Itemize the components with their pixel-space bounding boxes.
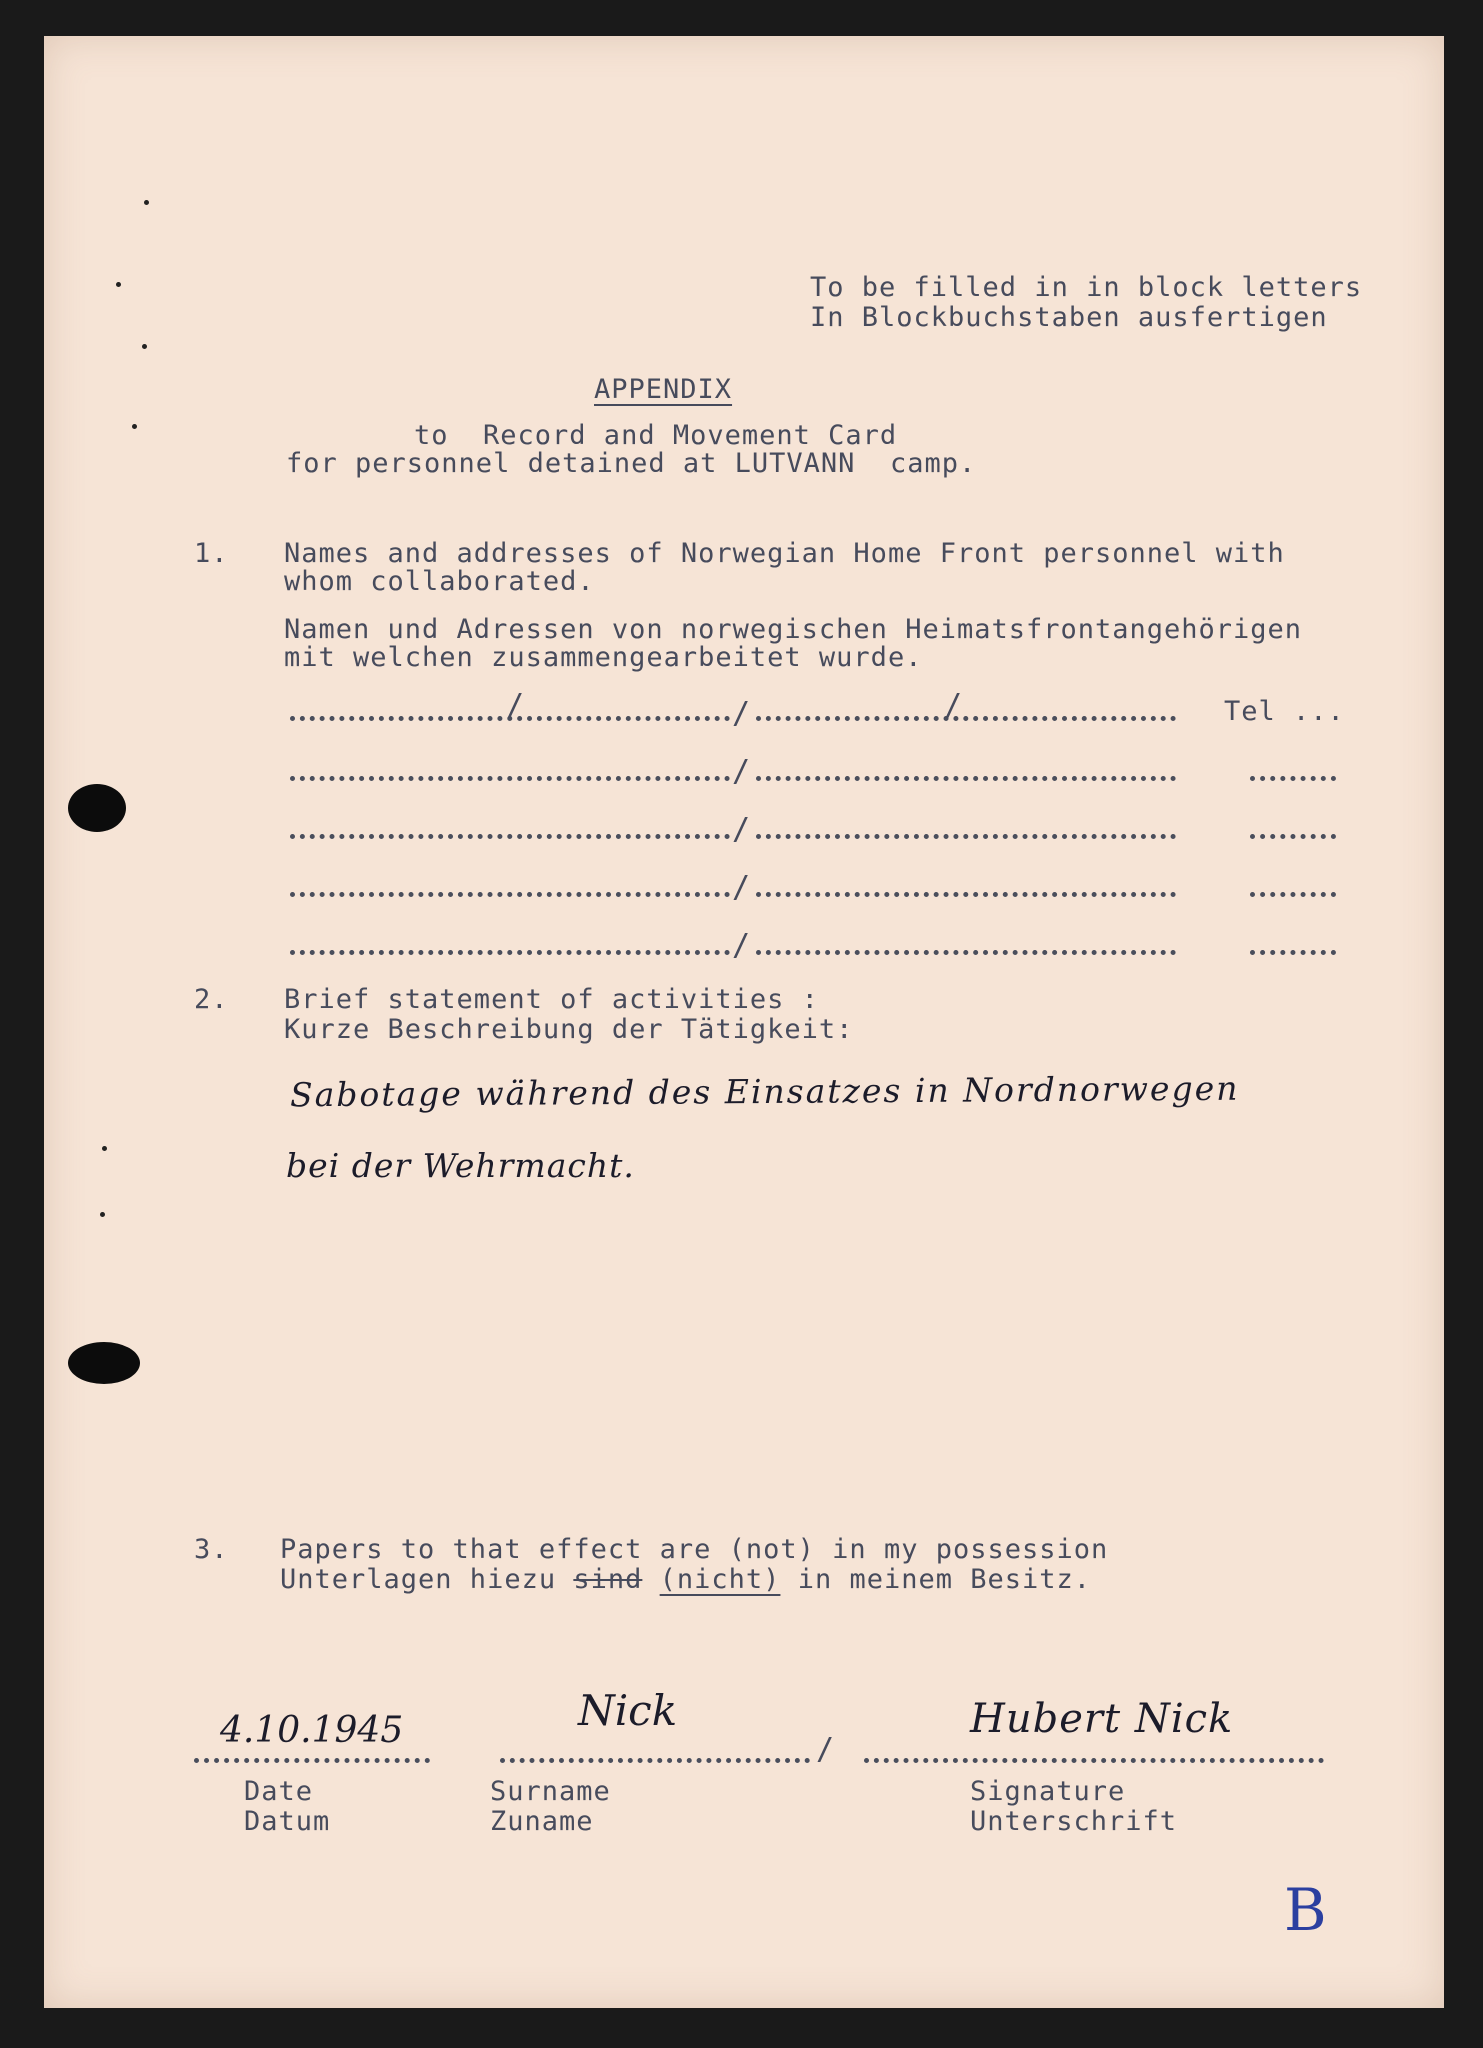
possession-de-prefix: Unterlagen hiezu: [280, 1564, 574, 1595]
address-row-5-name-field: [290, 950, 730, 955]
signature-field: [864, 1758, 1324, 1763]
possession-de-nicht: (nicht): [659, 1564, 781, 1595]
date-field: [194, 1758, 430, 1763]
margin-speck: [142, 344, 147, 349]
possession-de-struck-word: sind: [573, 1564, 643, 1595]
section-1-english-line-1: Names and addresses of Norwegian Home Front personnel with: [284, 538, 1285, 569]
margin-speck: [116, 282, 121, 287]
address-row-4-name-field: [290, 892, 730, 897]
surname-label-english: Surname: [490, 1776, 611, 1807]
margin-speck: [144, 200, 149, 205]
address-row-3-separator: /: [732, 812, 751, 847]
address-row-2-name-field: [290, 776, 730, 781]
date-label-german: Datum: [244, 1806, 331, 1837]
punch-hole-top: [68, 784, 126, 832]
section-3-german-line: [280, 1564, 1091, 1595]
appendix-heading: APPENDIX: [594, 374, 733, 405]
punch-hole-bottom: [68, 1342, 140, 1384]
surname-label-german: Zuname: [490, 1806, 594, 1837]
signature-label-german: Unterschrift: [970, 1806, 1178, 1837]
possession-en-not: (not): [728, 1534, 815, 1565]
title-line-1: to Record and Movement Card: [414, 420, 898, 451]
title-line-2: for personnel detained at LUTVANN camp.: [286, 448, 977, 479]
surname-value: Nick: [578, 1686, 678, 1735]
margin-speck: [132, 424, 137, 429]
section-2-number: 2.: [194, 984, 229, 1015]
possession-de-suffix: in meinem Besitz.: [780, 1564, 1092, 1595]
document-sheet: [44, 36, 1444, 2008]
signature-value: Hubert Nick: [970, 1696, 1234, 1742]
date-value: 4.10.1945: [220, 1710, 404, 1751]
section-2-german-label: Kurze Beschreibung der Tätigkeit:: [284, 1014, 854, 1045]
section-1-german-line-2: mit welchen zusammengearbeitet wurde.: [284, 642, 923, 673]
surname-field: [500, 1758, 810, 1763]
address-row-5-separator: /: [732, 928, 751, 963]
stamp-letter: B: [1284, 1876, 1327, 1944]
section-1-number: 1.: [194, 538, 229, 569]
address-row-2-separator: /: [732, 754, 751, 789]
address-row-3-name-field: [290, 834, 730, 839]
instruction-german: In Blockbuchstaben ausfertigen: [810, 302, 1328, 333]
address-row-5-tel-field: [1250, 950, 1336, 955]
instruction-english: To be filled in in block letters: [810, 272, 1363, 303]
activities-answer-line-2: bei der Wehrmacht.: [286, 1146, 635, 1185]
address-row-3-address-field: [756, 834, 1176, 839]
section-3-number: 3.: [194, 1534, 229, 1565]
address-row-4-separator: /: [732, 870, 751, 905]
margin-speck: [100, 1212, 105, 1217]
address-row-3-tel-field: [1250, 834, 1336, 839]
margin-speck: [102, 1146, 107, 1151]
section-2-english-label: Brief statement of activities :: [284, 984, 819, 1015]
section-3-english-line: [280, 1534, 1108, 1565]
address-row-5-address-field: [756, 950, 1176, 955]
date-label-english: Date: [244, 1776, 314, 1807]
section-1-german-line-1: Namen und Adressen von norwegischen Heimatsfrontangehörigen: [284, 614, 1303, 645]
address-row-1-address-mark: /: [944, 688, 963, 723]
section-1-english-line-2: whom collaborated.: [284, 566, 595, 597]
address-row-1-address-field: [756, 716, 1176, 721]
activities-answer-line-1: Sabotage während des Einsatzes in Nordnorwegen: [289, 1068, 1240, 1115]
footer-separator: /: [816, 1732, 835, 1767]
address-row-2-address-field: [756, 776, 1176, 781]
address-row-4-tel-field: [1250, 892, 1336, 897]
address-row-1-name-mark: /: [506, 688, 525, 723]
address-row-4-address-field: [756, 892, 1176, 897]
signature-label-english: Signature: [970, 1776, 1126, 1807]
possession-en-suffix: in my possession: [814, 1534, 1109, 1565]
possession-en-prefix: Papers to that effect are: [280, 1534, 729, 1565]
address-row-2-tel-field: [1250, 776, 1336, 781]
address-row-1-separator: /: [732, 696, 751, 731]
tel-label: Tel ...: [1224, 696, 1345, 727]
